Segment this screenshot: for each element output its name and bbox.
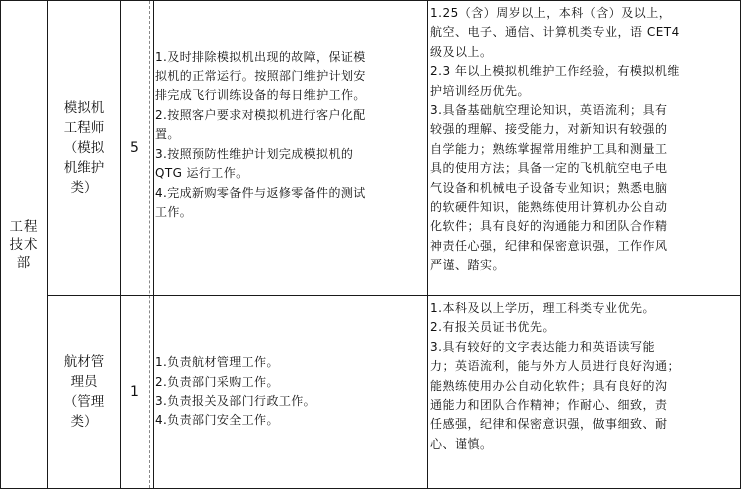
responsibility-line: 1.负责航材管理工作。 — [155, 355, 279, 370]
responsibilities-list — [155, 48, 366, 223]
headcount-cell — [121, 1, 148, 295]
responsibility-line: 排完成飞行训练设备的每日维护工作。 — [155, 88, 366, 103]
position-title-line: 工程师 — [63, 120, 105, 136]
responsibility-line: 拟机的正常运行。按照部门维护计划安 — [155, 69, 366, 84]
position-title-line: 模拟机 — [63, 100, 105, 116]
position-title — [56, 98, 112, 198]
requirement-line: 航空、电子、通信、计算机类专业，语 CET4 — [430, 25, 680, 40]
column-divider — [427, 1, 428, 488]
requirement-line: 2.3 年以上模拟机维护工作经验，有模拟机维 — [430, 64, 680, 79]
requirement-line: 级及以上。 — [430, 44, 493, 59]
requirement-line: 气设备和机械电子设备专业知识；熟悉电脑 — [430, 180, 668, 195]
position-title-line: 理员 — [70, 374, 98, 390]
requirement-line: 3.具有较好的文字表达能力和英语读写能 — [430, 339, 655, 354]
requirement-line: 任感强，纪律和保密意识强，做事细致、耐 — [430, 417, 668, 432]
requirement-line: 神责任心强，纪律和保密意识强，工作作风 — [430, 238, 668, 253]
position-title-line: （管理 — [63, 394, 105, 410]
requirement-line: 通能力和团队合作精神；作耐心、细致，责 — [430, 398, 668, 413]
requirement-line: 自学能力；熟练掌握常用维护工具和测量工 — [430, 141, 668, 156]
requirement-line: 1.25（含）周岁以上，本科（含）及以上， — [430, 6, 672, 20]
requirements-list — [430, 4, 740, 276]
position-title-line: 类） — [70, 414, 98, 430]
requirement-line: 具的使用方法；具备一定的飞机航空电子电 — [430, 161, 668, 176]
position-title — [56, 352, 112, 432]
requirements-list — [430, 299, 740, 454]
responsibility-line: 工作。 — [155, 204, 193, 219]
responsibility-line: 4.负责部门安全工作。 — [155, 413, 279, 428]
requirement-line: 护培训经历优先。 — [430, 83, 531, 98]
headcount-value: 1 — [130, 384, 139, 400]
position-cell — [48, 1, 120, 295]
requirement-line: 2.有报关员证书优先。 — [430, 320, 555, 335]
department-name: 工程技术部 — [9, 218, 39, 271]
requirement-line: 化软件；具有良好的沟通能力和团队合作精 — [430, 219, 668, 234]
headcount-cell — [121, 296, 148, 488]
responsibility-line: 2.负责部门采购工作。 — [155, 374, 279, 389]
department-cell — [1, 1, 47, 488]
column-divider-dashed — [149, 1, 150, 488]
position-title-line: 机维护 — [63, 160, 105, 176]
responsibilities-list — [155, 353, 316, 431]
responsibility-line: 4.完成新购零备件与返修零备件的测试 — [155, 185, 366, 200]
position-cell — [48, 296, 120, 488]
responsibility-line: 3.负责报关及部门行政工作。 — [155, 394, 317, 408]
responsibility-line: QTG 运行工作。 — [155, 166, 249, 181]
requirements-cell — [429, 296, 740, 488]
requirement-line: 1.本科及以上学历，理工科类专业优先。 — [430, 301, 655, 315]
requirement-line: 的软硬件知识，能熟练使用计算机办公自动 — [430, 200, 668, 215]
requirements-cell — [429, 1, 740, 295]
position-title-line: 航材管 — [63, 354, 105, 370]
requirement-line: 较强的理解、接受能力，对新知识有较强的 — [430, 122, 668, 137]
responsibilities-cell — [154, 1, 425, 295]
responsibility-line: 置。 — [155, 127, 180, 142]
responsibilities-cell — [154, 296, 425, 488]
requirement-line: 心、谨慎。 — [430, 436, 493, 451]
responsibility-line: 1.及时排除模拟机出现的故障，保证模 — [155, 49, 366, 64]
requirement-line: 力；英语流利，能与外方人员进行良好沟通； — [430, 359, 681, 374]
requirement-line: 能熟练使用办公自动化软件；具有良好的沟 — [430, 378, 668, 393]
responsibility-line: 2.按照客户要求对模拟机进行客户化配 — [155, 107, 366, 122]
responsibility-line: 3.按照预防性维护计划完成模拟机的 — [155, 146, 354, 161]
position-title-line: 类） — [70, 180, 98, 196]
headcount-value: 5 — [130, 140, 139, 156]
position-title-line: （模拟 — [63, 140, 105, 156]
requirement-line: 3.具备基础航空理论知识，英语流利；具有 — [430, 103, 668, 118]
requirement-line: 严谨、踏实。 — [430, 258, 506, 273]
